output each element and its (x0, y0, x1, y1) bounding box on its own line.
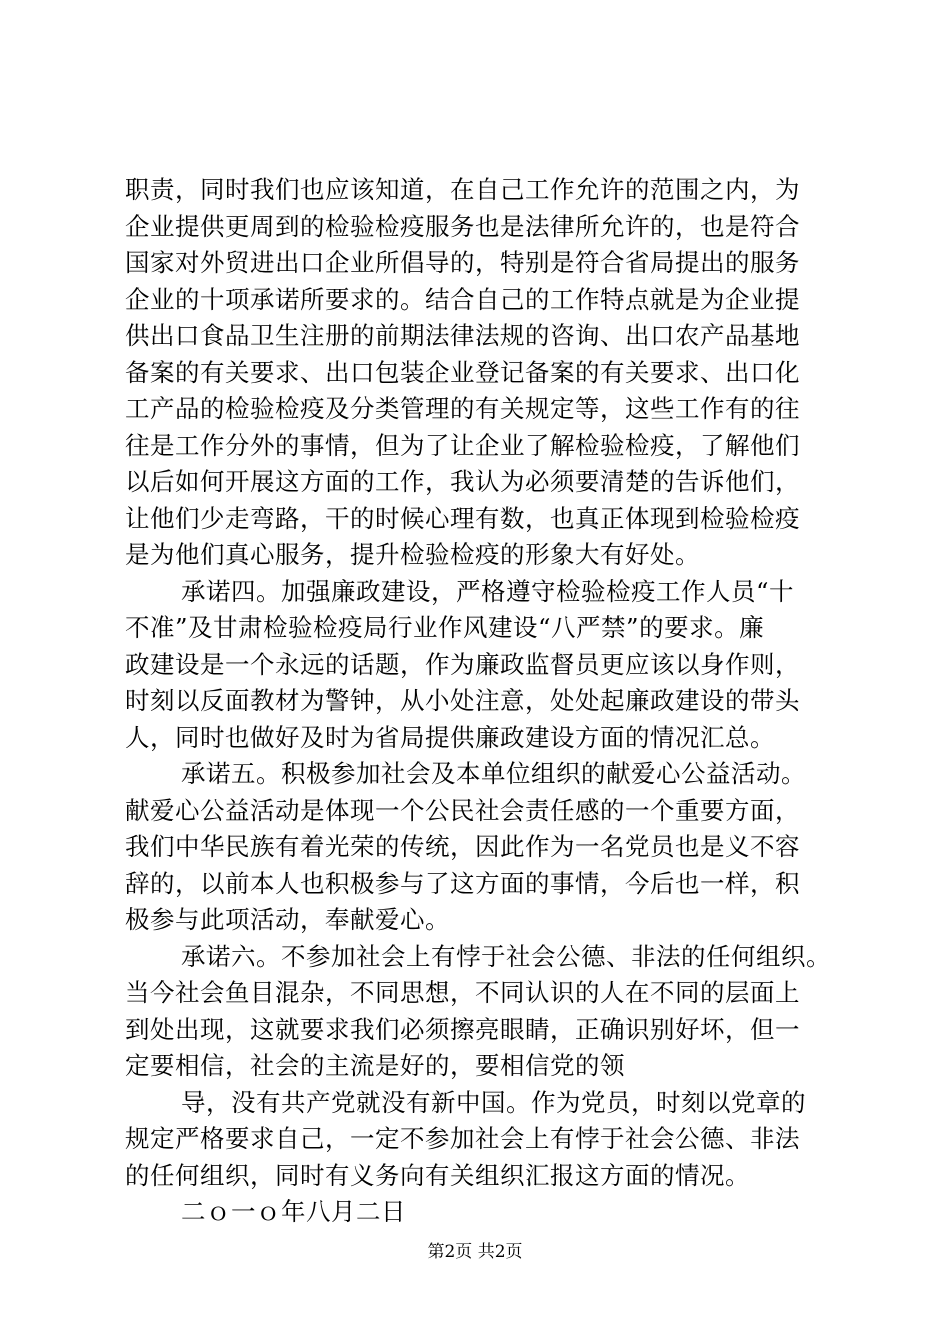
paragraph-start-line: 导，没有共产党就没有新中国。作为党员，时刻以党章的 (181, 1087, 806, 1117)
document-body (125, 172, 835, 1231)
body-line: 企业提供更周到的检验检疫服务也是法律所允许的，也是符合 (125, 211, 800, 241)
body-line: 辞的，以前本人也积极参与了这方面的事情，今后也一样，积 (125, 868, 800, 898)
body-line: 时刻以反面教材为警钟，从小处注意，处处起廉政建设的带头 (125, 686, 800, 715)
body-line: 企业的十项承诺所要求的。结合自己的工作特点就是为企业提 (125, 284, 800, 314)
paragraph-start-line: 承诺五。积极参加社会及本单位组织的献爱心公益活动。 (181, 759, 806, 788)
body-line: 是为他们真心服务，提升检验检疫的形象大有好处。 (125, 540, 700, 569)
page-number-footer: 第2页 共2页 (427, 1242, 523, 1262)
body-line: 定要相信，社会的主流是好的，要相信党的领 (125, 1051, 625, 1080)
date-line: 二ｏ一ｏ年八月二日 (181, 1197, 406, 1226)
body-line: 职责，同时我们也应该知道，在自己工作允许的范围之内，为 (125, 175, 800, 204)
body-line: 的任何组织，同时有义务向有关组织汇报这方面的情况。 (125, 1160, 750, 1190)
body-line: 我们中华民族有着光荣的传统，因此作为一名党员也是义不容 (125, 832, 800, 861)
paragraph-start-line: 承诺六。不参加社会上有悖于社会公德、非法的任何组织。 (181, 941, 831, 971)
body-line: 到处出现，这就要求我们必须擦亮眼睛，正确识别好坏，但一 (125, 1014, 800, 1044)
body-line: 让他们少走弯路，干的时候心理有数，也真正体现到检验检疫 (125, 503, 800, 533)
body-line: 以后如何开展这方面的工作，我认为必须要清楚的告诉他们， (125, 467, 800, 496)
body-line: 当今社会鱼目混杂，不同思想，不同认识的人在不同的层面上 (125, 978, 800, 1007)
body-line: 往是工作分外的事情，但为了让企业了解检验检疫，了解他们 (125, 430, 800, 460)
paragraph-start-line: 承诺四。加强廉政建设，严格遵守检验检疫工作人员“十 (181, 576, 795, 606)
body-line: 人，同时也做好及时为省局提供廉政建设方面的情况汇总。 (125, 722, 775, 752)
body-line: 规定严格要求自己，一定不参加社会上有悖于社会公德、非法 (125, 1124, 800, 1153)
body-line: 工产品的检验检疫及分类管理的有关规定等，这些工作有的往 (125, 394, 800, 423)
body-line: 不准”及甘肃检验检疫局行业作风建设“八严禁”的要求。廉 (125, 613, 765, 642)
body-line: 政建设是一个永远的话题，作为廉政监督员更应该以身作则， (125, 649, 800, 679)
body-line: 供出口食品卫生注册的前期法律法规的咨询、出口农产品基地 (125, 321, 800, 350)
body-line: 极参与此项活动，奉献爱心。 (125, 905, 450, 934)
body-line: 国家对外贸进出口企业所倡导的，特别是符合省局提出的服务 (125, 248, 800, 277)
body-line: 备案的有关要求、出口包装企业登记备案的有关要求、出口化 (125, 357, 800, 387)
body-line: 献爱心公益活动是体现一个公民社会责任感的一个重要方面， (125, 795, 800, 825)
